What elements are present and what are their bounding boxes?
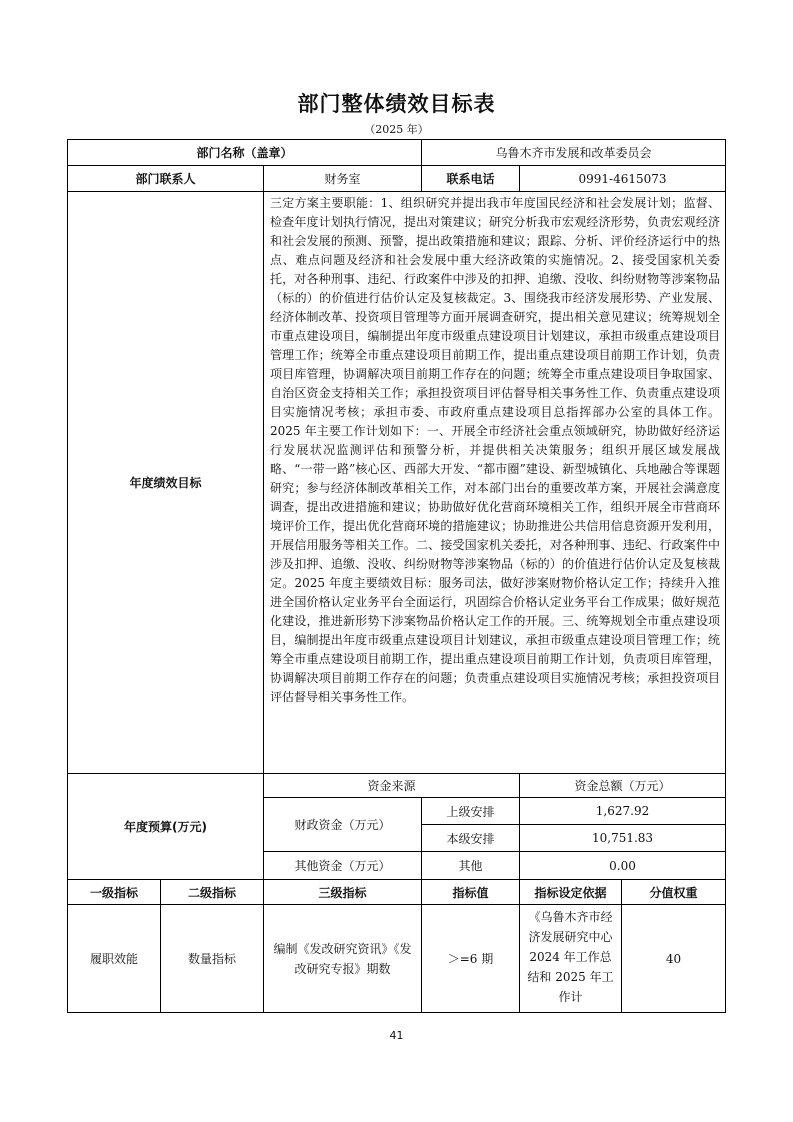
other-fund-label: 其他资金（万元） xyxy=(264,852,422,880)
other-fund-value: 0.00 xyxy=(520,852,726,880)
indicator-value-header: 指标值 xyxy=(422,880,520,905)
level1-indicator-header: 一级指标 xyxy=(68,880,161,905)
phone-value: 0991-4615073 xyxy=(520,166,726,192)
other-fund-sublabel: 其他 xyxy=(422,852,520,880)
local-allocation-value: 10,751.83 xyxy=(520,825,726,852)
indicator-header-row xyxy=(68,880,726,905)
level3-indicator: 编制《发改研究资讯》《发改研究专报》期数 xyxy=(264,905,422,1013)
level1-indicator: 履职效能 xyxy=(68,905,161,1013)
indicator-weight: 40 xyxy=(622,905,726,1013)
page-title: 部门整体绩效目标表 xyxy=(297,92,496,116)
annual-goal-text: 三定方案主要职能：1、组织研究并提出我市年度国民经济和社会发展计划；监督、检查年度计划执行情况，提出对策建议；研究分析我市宏观经济形势，负责宏观经济和社会发展的预测、预警，提出政策措施和建议；跟踪、分析、评价经济运行中的热点、难点问题及经济和社会发展中重大经济政策的实施情况。2、接受国家机关委托，对各种刑事、违纪、行政案件中涉及的扣押、追缴、没收、纠纷财物等涉案物品（标的）的价值进行估价认定及复核裁定。3、围绕我市经济发展形势、产业发展、经济体制改革、投资项目管理等方面开展调查研究，提出相关意见建议；统筹规划全市重点建设项目，编制提出年度市级重点建设项目计划建议，承担市级重点建设项目管理工作；统筹全市重点建设项目前期工作，提出重点建设项目前期工作计划，负责项目库管理，协调解决项目前期工作存在的问题；统筹全市重点建设项目争取国家、自治区资金支持相关工作；承担投资项目评估督导相关事务性工作、负责重点建设项目实施情况考核；承担市委、市政府重点建设项目总指挥部办公室的具体工作。2025 年主要工作计划如下：一、开展全市经济社会重点领域研究，协助做好经济运行发展状况监测评估和预警分析，并提供相关决策服务；组织开展区域发展战略、“一带一路”核心区、西部大开发、“都市圈”建设、新型城镇化、兵地融合等课题研究；参与经济体制改革相关工作，对本部门出台的重要改革方案，开展社会满意度调查，提出改进措施和建议；协助做好优化营商环境相关工作，组织开展全市营商环境评价工作，提出优化营商环境的措施建议；协助推进公共信用信息资源开发利用，开展信用服务等相关工作。二、接受国家机关委托，对各种刑事、违纪、行政案件中涉及扣押、追缴、没收、纠纷财物等涉案物品（标的）的价值进行估价认定及复核裁定。2025 年度主要绩效目标：服务司法，做好涉案财物价格认定工作；持续升入推进全国价格认定业务平台全面运行，巩固综合价格认定业务平台工作成果；做好规范化建设，推进新形势下涉案物品价格认定工作的开展。三、统筹规划全市重点建设项目，编制提出年度市级重点建设项目计划建议，承担市级重点建设项目管理工作；统筹全市重点建设项目前期工作，提出重点建设项目前期工作计划，负责项目库管理，协调解决项目前期工作存在的问题；负责重点建设项目实施情况考核；承担投资项目评估督导相关事务性工作。 xyxy=(264,192,726,774)
dept-name-row xyxy=(68,140,726,166)
page-number: 41 xyxy=(389,1029,404,1042)
level3-indicator-header: 三级指标 xyxy=(264,880,422,905)
budget-header-row xyxy=(68,774,726,798)
fund-source-header: 资金来源 xyxy=(264,774,520,798)
phone-label: 联系电话 xyxy=(422,166,520,192)
indicator-weight-header: 分值权重 xyxy=(622,880,726,905)
performance-goal-table xyxy=(67,139,726,1013)
contact-label: 部门联系人 xyxy=(68,166,264,192)
local-allocation-label: 本级安排 xyxy=(422,825,520,852)
indicator-value: ＞=6 期 xyxy=(422,905,520,1013)
contact-value: 财务室 xyxy=(264,166,422,192)
level2-indicator-header: 二级指标 xyxy=(161,880,264,905)
upper-allocation-label: 上级安排 xyxy=(422,798,520,825)
annual-goal-label: 年度绩效目标 xyxy=(68,192,264,774)
indicator-row xyxy=(68,905,726,1013)
fiscal-fund-label: 财政资金（万元） xyxy=(264,798,422,852)
dept-name-value: 乌鲁木齐市发展和改革委员会 xyxy=(422,140,726,166)
report-year: （2025 年） xyxy=(364,123,429,136)
contact-row xyxy=(68,166,726,192)
indicator-basis-header: 指标设定依据 xyxy=(520,880,622,905)
level2-indicator: 数量指标 xyxy=(161,905,264,1013)
fund-total-header: 资金总额（万元） xyxy=(520,774,726,798)
indicator-basis: 《乌鲁木齐市经济发展研究中心 2024 年工作总结和 2025 年工作计 xyxy=(527,910,614,1004)
annual-goal-row xyxy=(68,192,726,774)
upper-allocation-value: 1,627.92 xyxy=(520,798,726,825)
annual-budget-label: 年度预算(万元) xyxy=(68,774,264,880)
dept-name-label: 部门名称（盖章） xyxy=(68,140,422,166)
indicator-basis-cell xyxy=(520,905,622,1013)
